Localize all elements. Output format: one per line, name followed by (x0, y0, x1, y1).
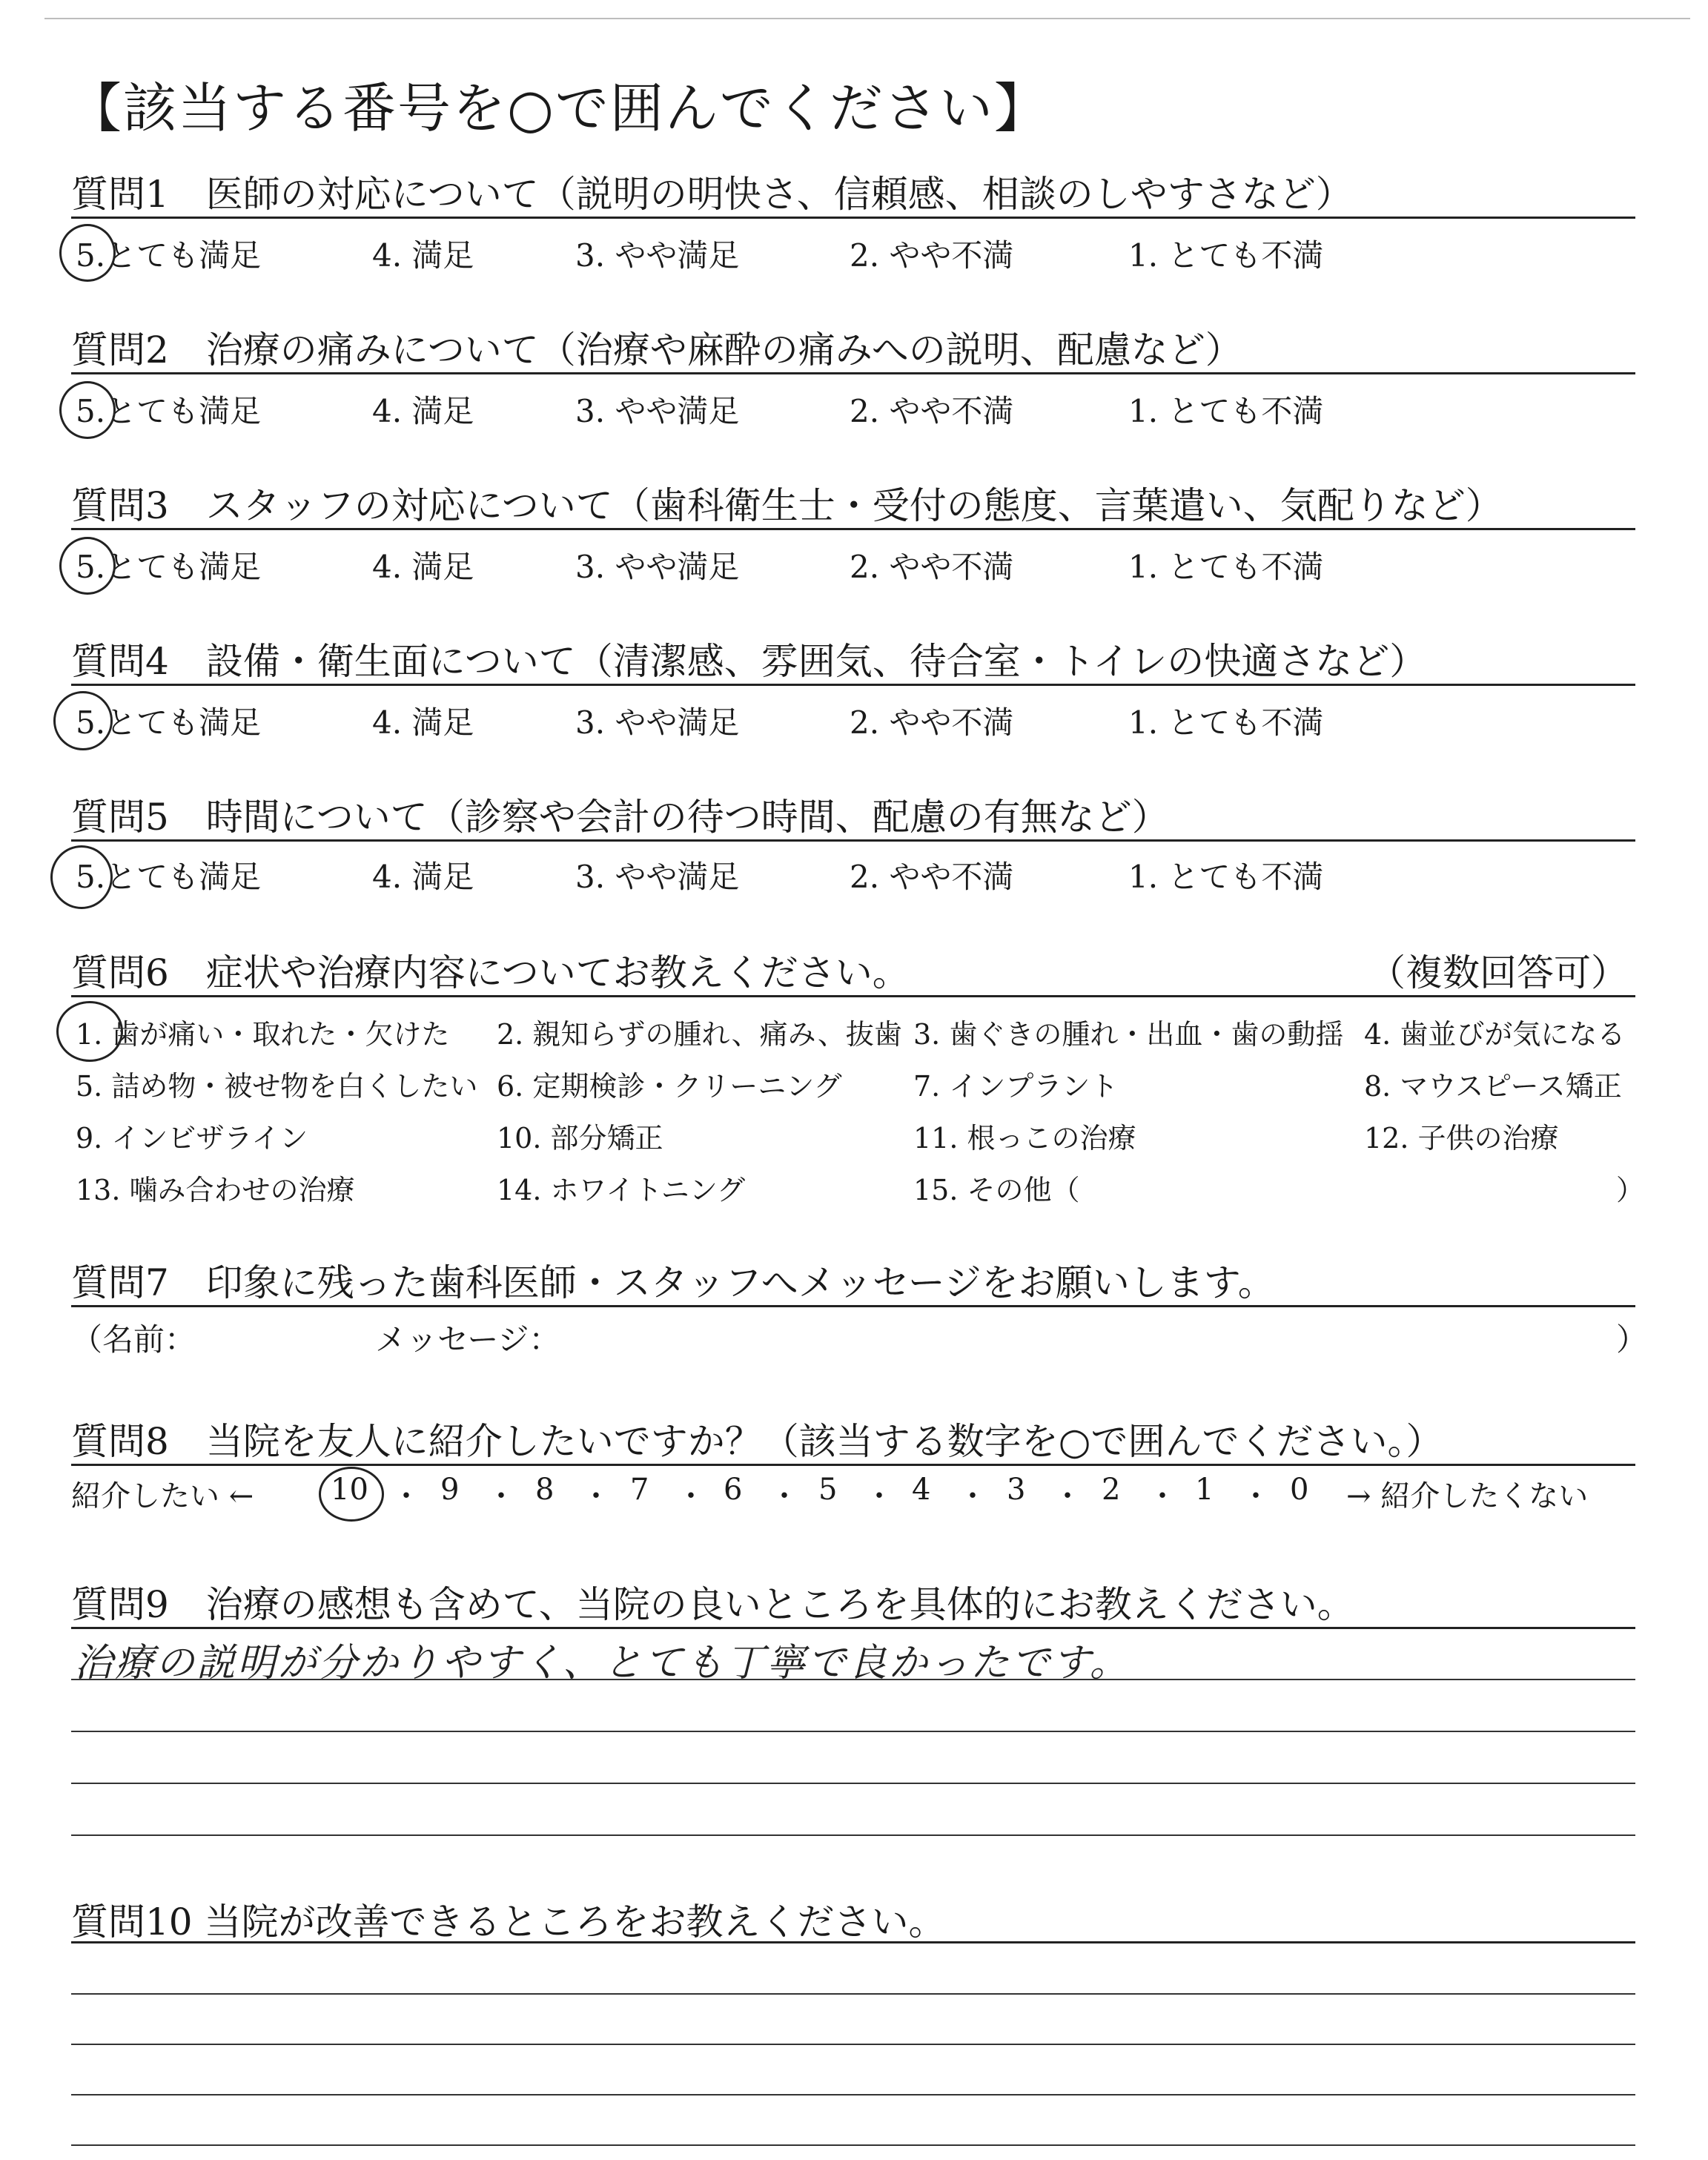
question-6-text: 質問6 症状や治療内容についてお教えください。 (71, 951, 910, 994)
q8-number-3[interactable]: 3 (1007, 1473, 1026, 1507)
question-10-rule (71, 1941, 1635, 1943)
q4-selection-circle (53, 691, 113, 750)
q8-number-7[interactable]: 7 (630, 1473, 649, 1507)
q8-separator: ・ (769, 1479, 799, 1513)
q9-answer-line-3 (71, 1783, 1635, 1784)
question-2-rule (71, 372, 1635, 374)
q9-handwritten-answer[interactable]: 治療の説明が分かりやすく、とても丁寧で良かったです。 (74, 1641, 1131, 1685)
question-9-rule (71, 1627, 1635, 1629)
q7-message-label: メッセージ： (375, 1321, 560, 1358)
q5-option-2[interactable]: 2. やや不満 (850, 859, 1014, 895)
q3-option-1[interactable]: 1. とても不満 (1128, 549, 1324, 585)
question-6-note: （複数回答可） (1368, 951, 1628, 994)
q8-separator: ・ (1053, 1479, 1082, 1513)
q8-number-1[interactable]: 1 (1195, 1473, 1214, 1507)
q8-number-4[interactable]: 4 (912, 1473, 931, 1507)
q8-selection-circle (319, 1467, 384, 1522)
q8-separator: ・ (1148, 1479, 1177, 1513)
question-10-text: 質問10 当院が改善できるところをお教えください。 (71, 1900, 946, 1943)
q8-separator: ・ (581, 1479, 611, 1513)
q6-selection-circle (56, 1001, 123, 1062)
q8-separator: ・ (676, 1479, 706, 1513)
q4-option-2[interactable]: 2. やや不満 (850, 704, 1014, 741)
q6-option-14[interactable]: 14. ホワイトニング (497, 1174, 746, 1206)
q9-answer-line-1 (71, 1679, 1635, 1680)
q8-right-label: → 紹介したくない (1346, 1479, 1589, 1513)
top-border-line (44, 18, 1690, 19)
q7-name-label: （名前： (71, 1321, 196, 1358)
question-4-text: 質問4 設備・衛生面について（清潔感、雰囲気、待合室・トイレの快適さなど） (71, 640, 1427, 683)
q1-option-4[interactable]: 4. 満足 (372, 237, 474, 274)
q6-option-8[interactable]: 8. マウスピース矯正 (1364, 1070, 1622, 1103)
q6-option-15-close: ） (1616, 1174, 1645, 1206)
q8-number-0[interactable]: 0 (1290, 1473, 1309, 1507)
q3-option-4[interactable]: 4. 満足 (372, 549, 474, 585)
q2-selection-circle (59, 381, 116, 439)
q6-option-12[interactable]: 12. 子供の治療 (1364, 1122, 1559, 1155)
q8-number-2[interactable]: 2 (1102, 1473, 1121, 1507)
q1-option-3[interactable]: 3. やや満足 (575, 237, 740, 274)
q8-number-8[interactable]: 8 (535, 1473, 555, 1507)
q2-option-3[interactable]: 3. やや満足 (575, 393, 740, 429)
question-8-rule (71, 1464, 1635, 1466)
q5-selection-circle (50, 845, 113, 909)
question-1-text: 質問1 医師の対応について（説明の明快さ、信頼感、相談のしやすさなど） (71, 173, 1353, 216)
q6-option-10[interactable]: 10. 部分矯正 (497, 1122, 663, 1155)
q5-option-4[interactable]: 4. 満足 (372, 859, 474, 895)
q6-option-6[interactable]: 6. 定期検診・クリーニング (497, 1070, 842, 1103)
q6-option-1[interactable]: 1. 歯が痛い・取れた・欠けた (76, 1018, 450, 1051)
q2-option-1[interactable]: 1. とても不満 (1128, 393, 1324, 429)
q3-selection-circle (59, 537, 116, 595)
q8-separator: ・ (864, 1479, 894, 1513)
q4-option-5[interactable]: 5.とても満足 (76, 704, 262, 741)
q8-separator: ・ (486, 1479, 516, 1513)
page-title: 【該当する番号を○で囲んでください】 (68, 77, 1049, 139)
q4-option-1[interactable]: 1. とても不満 (1128, 704, 1324, 741)
q8-number-5[interactable]: 5 (818, 1473, 838, 1507)
q3-option-5[interactable]: 5.とても満足 (76, 549, 262, 585)
q3-option-2[interactable]: 2. やや不満 (850, 549, 1014, 585)
q6-option-15[interactable]: 15. その他（ (913, 1174, 1080, 1206)
q1-option-1[interactable]: 1. とても不満 (1128, 237, 1324, 274)
q5-option-3[interactable]: 3. やや満足 (575, 859, 740, 895)
question-6-rule (71, 995, 1635, 997)
q4-option-3[interactable]: 3. やや満足 (575, 704, 740, 741)
q6-option-9[interactable]: 9. インビザライン (76, 1122, 308, 1155)
q4-option-4[interactable]: 4. 満足 (372, 704, 474, 741)
q1-option-2[interactable]: 2. やや不満 (850, 237, 1014, 274)
q6-option-4[interactable]: 4. 歯並びが気になる (1364, 1018, 1626, 1051)
question-4-rule (71, 684, 1635, 686)
q3-option-3[interactable]: 3. やや満足 (575, 549, 740, 585)
q7-close-paren: ） (1616, 1321, 1648, 1358)
q6-option-13[interactable]: 13. 噛み合わせの治療 (76, 1174, 355, 1206)
q6-option-7[interactable]: 7. インプラント (913, 1070, 1119, 1103)
q10-answer-line-1 (71, 1993, 1635, 1995)
q8-number-6[interactable]: 6 (724, 1473, 743, 1507)
q2-option-5[interactable]: 5.とても満足 (76, 393, 262, 429)
q1-selection-circle (59, 224, 116, 282)
q10-answer-line-3 (71, 2094, 1635, 2095)
question-3-rule (71, 528, 1635, 530)
question-9-text: 質問9 治療の感想も含めて、当院の良いところを具体的にお教えください。 (71, 1583, 1354, 1626)
q8-separator: ・ (1241, 1479, 1271, 1513)
q9-answer-line-2 (71, 1731, 1635, 1732)
q8-number-10[interactable]: 10 (331, 1473, 368, 1507)
q10-answer-line-2 (71, 2044, 1635, 2045)
q1-option-5[interactable]: 5.とても満足 (76, 237, 262, 274)
q10-answer-line-4 (71, 2144, 1635, 2146)
question-8-text: 質問8 当院を友人に紹介したいですか？（該当する数字を○で囲んでください。） (71, 1420, 1443, 1463)
q2-option-4[interactable]: 4. 満足 (372, 393, 474, 429)
question-2-text: 質問2 治療の痛みについて（治療や麻酔の痛みへの説明、配慮など） (71, 328, 1242, 371)
q6-option-2[interactable]: 2. 親知らずの腫れ、痛み、抜歯 (497, 1018, 902, 1051)
q8-left-label: 紹介したい ← (71, 1479, 254, 1513)
question-5-rule (71, 839, 1635, 842)
q8-separator: ・ (958, 1479, 987, 1513)
q5-option-1[interactable]: 1. とても不満 (1128, 859, 1324, 895)
question-1-rule (71, 217, 1635, 219)
q6-option-11[interactable]: 11. 根っこの治療 (913, 1122, 1136, 1155)
q5-option-5[interactable]: 5.とても満足 (76, 859, 262, 895)
question-5-text: 質問5 時間について（診察や会計の待つ時間、配慮の有無など） (71, 796, 1169, 839)
q2-option-2[interactable]: 2. やや不満 (850, 393, 1014, 429)
q6-option-5[interactable]: 5. 詰め物・被せ物を白くしたい (76, 1070, 478, 1103)
question-7-rule (71, 1305, 1635, 1307)
q8-number-9[interactable]: 9 (440, 1473, 460, 1507)
q6-option-3[interactable]: 3. 歯ぐきの腫れ・出血・歯の動揺 (913, 1018, 1344, 1051)
question-7-text: 質問7 印象に残った歯科医師・スタッフへメッセージをお願いします。 (71, 1261, 1275, 1304)
q8-separator: ・ (391, 1479, 421, 1513)
q9-answer-line-4 (71, 1834, 1635, 1836)
question-3-text: 質問3 スタッフの対応について（歯科衛生士・受付の態度、言葉遣い、気配りなど） (71, 484, 1503, 527)
